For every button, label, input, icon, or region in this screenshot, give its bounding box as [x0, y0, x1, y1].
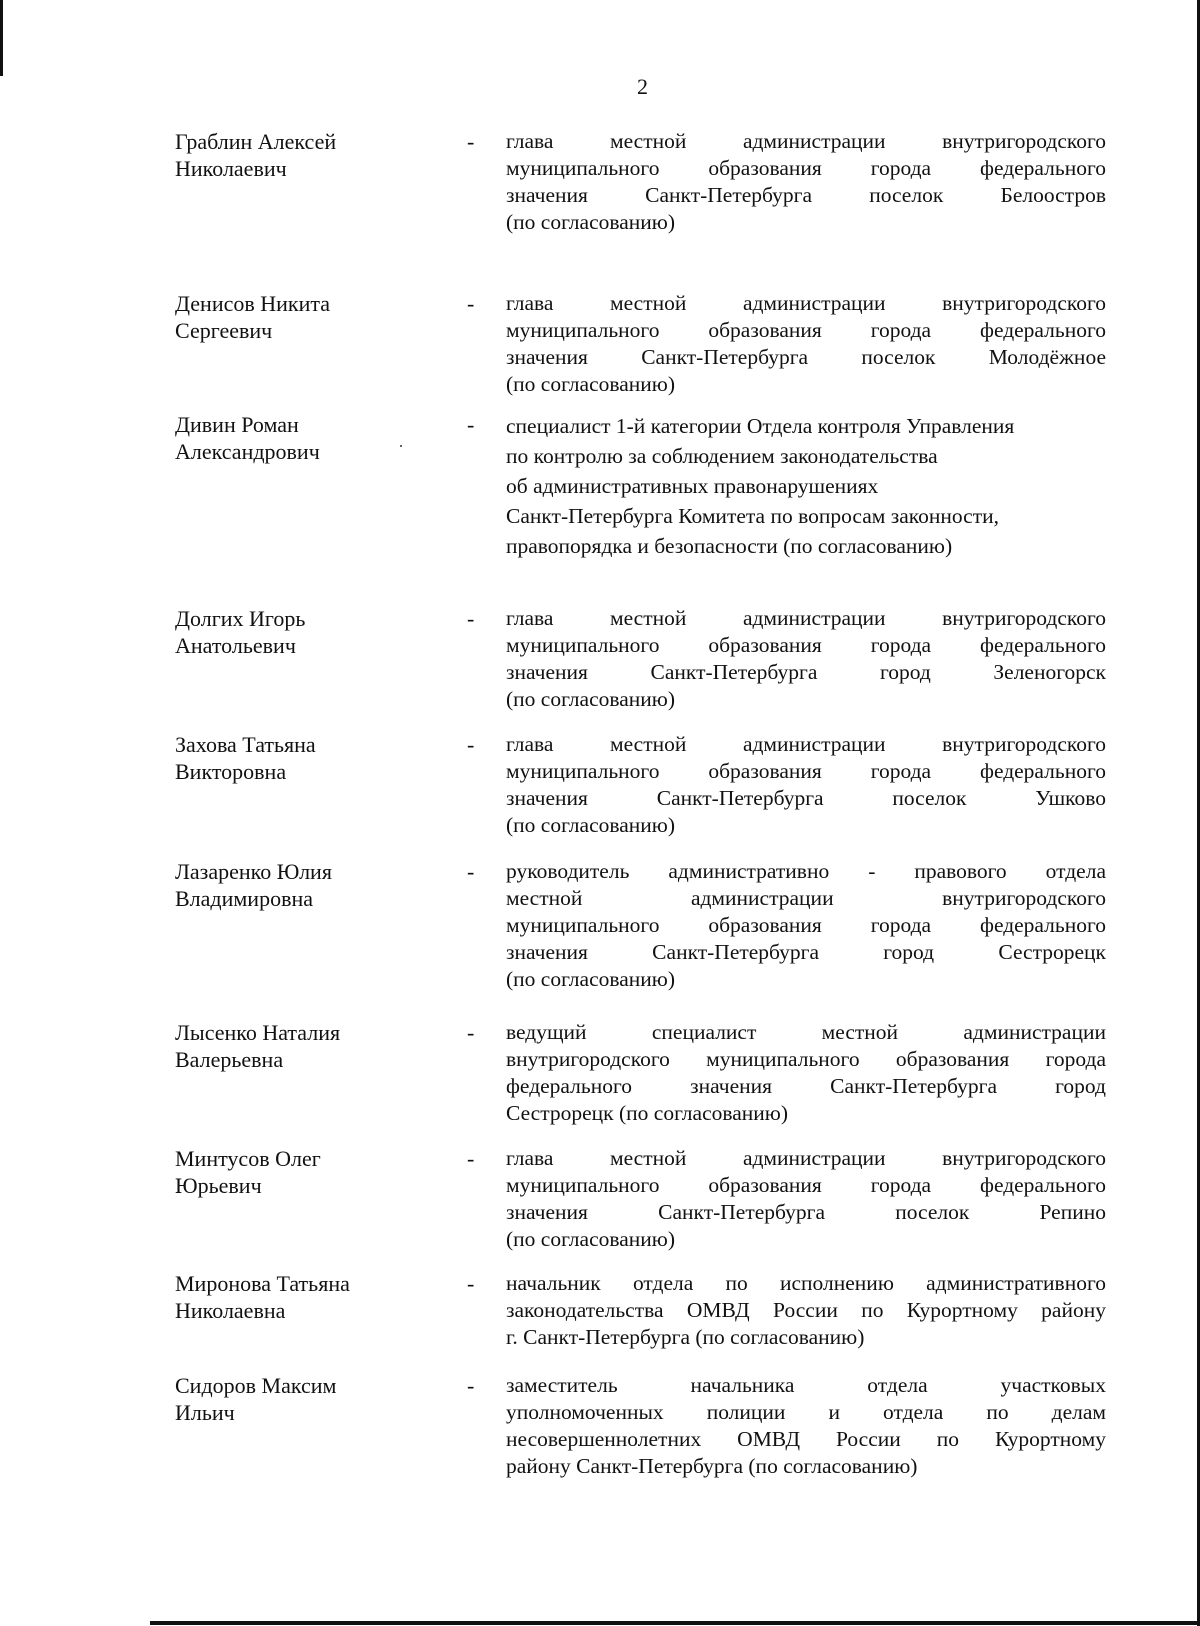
position-line: по контролю за соблюдением законодательства	[506, 444, 938, 468]
position-line: правопорядка и безопасности (по согласованию)	[506, 534, 953, 558]
position-line: значения Санкт-Петербурга поселок Репино	[506, 1200, 1106, 1224]
member-position	[506, 858, 1106, 993]
member-position	[506, 1270, 1106, 1351]
position-line: глава местной администрации внутригородского	[506, 606, 1106, 630]
position-line: глава местной администрации внутригородского	[506, 291, 1106, 315]
position-line: значения Санкт-Петербурга город Сестрорецк	[506, 940, 1106, 964]
position-line: ведущий специалист местной администрации	[506, 1020, 1106, 1044]
member-position	[506, 731, 1106, 839]
position-line: руководитель административно - правового отдела	[506, 859, 1106, 883]
member-name: Сидоров Максим Ильич	[175, 1373, 337, 1425]
position-line: г. Санкт-Петербурга (по согласованию)	[506, 1325, 865, 1349]
position-line: Санкт-Петербурга Комитета по вопросам законности,	[506, 504, 999, 528]
separator-dash: -	[467, 291, 475, 316]
position-line: глава местной администрации внутригородского	[506, 732, 1106, 756]
position-line: внутригородского муниципального образования города	[506, 1047, 1106, 1071]
member-name: Граблин Алексей Николаевич	[175, 129, 337, 181]
position-line: муниципального образования города федерального	[506, 633, 1106, 657]
member-position	[506, 128, 1106, 236]
member-name: Долгих Игорь Анатольевич	[175, 606, 306, 658]
position-line: муниципального образования города федерального	[506, 1173, 1106, 1197]
scan-border-left	[0, 0, 3, 76]
separator-dash: -	[467, 859, 475, 884]
position-line: заместитель начальника отдела участковых	[506, 1373, 1106, 1397]
member-name: Миронова Татьяна Николаевна	[175, 1271, 350, 1323]
member-position	[506, 1145, 1106, 1253]
member-position	[506, 290, 1106, 398]
position-line: начальник отдела по исполнению административного	[506, 1271, 1106, 1295]
position-line: специалист 1-й категории Отдела контроля Управления	[506, 414, 1015, 438]
position-line: муниципального образования города федерального	[506, 759, 1106, 783]
position-line: федерального значения Санкт-Петербурга город	[506, 1074, 1106, 1098]
position-line: муниципального образования города федерального	[506, 913, 1106, 937]
member-position	[506, 411, 1106, 561]
position-line: об административных правонарушениях	[506, 474, 879, 498]
position-line: (по согласованию)	[506, 210, 676, 234]
position-line: (по согласованию)	[506, 687, 676, 711]
page-number: 2	[637, 74, 648, 99]
separator-dash: -	[467, 732, 475, 757]
separator-dash: -	[467, 1271, 475, 1296]
member-name: Денисов Никита Сергеевич	[175, 291, 331, 343]
position-line: глава местной администрации внутригородского	[506, 129, 1106, 153]
position-line: несовершеннолетних ОМВД России по Курортному	[506, 1427, 1106, 1451]
member-position	[506, 1019, 1106, 1127]
member-name: Дивин Роман Александрович	[175, 412, 320, 464]
position-line: Сестрорецк (по согласованию)	[506, 1101, 789, 1125]
position-line: значения Санкт-Петербурга город Зеленогорск	[506, 660, 1106, 684]
position-line: местной администрации внутригородского	[506, 886, 1106, 910]
member-position	[506, 1372, 1106, 1480]
position-line: (по согласованию)	[506, 967, 676, 991]
member-position	[506, 605, 1106, 713]
position-line: значения Санкт-Петербурга поселок Молодёжное	[506, 345, 1106, 369]
separator-dash: -	[467, 1146, 475, 1171]
position-line: значения Санкт-Петербурга поселок Ушково	[506, 786, 1106, 810]
separator-dash: -	[467, 129, 475, 154]
separator-dash: -	[467, 606, 475, 631]
scan-border-bottom	[150, 1621, 1200, 1625]
member-name: Минтусов Олег Юрьевич	[175, 1146, 321, 1198]
separator-dash: -	[467, 1020, 475, 1045]
separator-dash: -	[467, 1373, 475, 1398]
position-line: муниципального образования города федерального	[506, 318, 1106, 342]
separator-dash: -	[467, 412, 475, 437]
position-line: значения Санкт-Петербурга поселок Белоостров	[506, 183, 1106, 207]
position-line: (по согласованию)	[506, 372, 676, 396]
member-name: Лазаренко Юлия Владимировна	[175, 859, 332, 911]
position-line: (по согласованию)	[506, 813, 676, 837]
position-line: уполномоченных полиции и отдела по делам	[506, 1400, 1106, 1424]
position-line: муниципального образования города федерального	[506, 156, 1106, 180]
position-line: району Санкт-Петербурга (по согласованию)	[506, 1454, 918, 1478]
member-name: Захова Татьяна Викторовна	[175, 732, 316, 784]
position-line: глава местной администрации внутригородского	[506, 1146, 1106, 1170]
position-line: законодательства ОМВД России по Курортному району	[506, 1298, 1106, 1322]
member-name: Лысенко Наталия Валерьевна	[175, 1020, 341, 1072]
position-line: (по согласованию)	[506, 1227, 676, 1251]
